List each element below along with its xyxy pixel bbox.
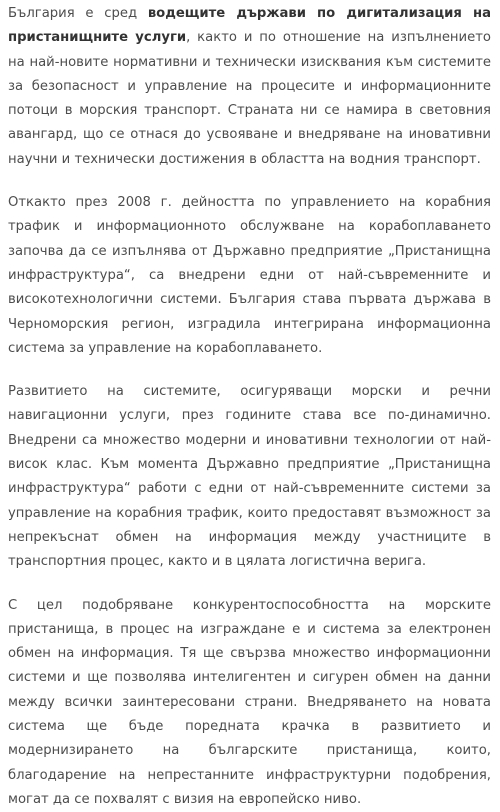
paragraph-1-lead: България е сред — [8, 6, 148, 21]
paragraph-4: С цел подобряване конкурентоспособността на морските пристанища, в процес на изграждане е и система за електронен обмен на информация. Тя ще свързва множество информационни системи и ще позволява интелигентен и сигурен обмен на данни между всички заинтересовани страни. Внедряването на новата система ще бъде поредната крачка в развитието и модернизирането на българските пристанища, които, благодарение на непрестанните инфраструктурни подобрения, могат да се похвалят с визия на европейско ниво. — [8, 597, 491, 807]
paragraph-1-highlight: водещите държави по дигитализация на пристанищните услуги — [8, 6, 491, 46]
article-body — [8, 2, 491, 812]
paragraph-1-rest: , както и по отношение на изпълнението на най-новите нормативни и технически изисквания към системите за безопасност и управление на процесите и информационните потоци в морския транспорт. Страната ни се намира в световния авангард, що се отнася до усвояване и внедряване на иновативни научни и технически достижения в областта на водния транспорт. — [8, 30, 491, 167]
paragraph-1 — [8, 2, 491, 172]
paragraph-2: Откакто през 2008 г. дейността по управлението на корабния трафик и информационното обслужване на корабоплаването започва да се изпълнява от Държавно предприятие „Пристанищна инфраструктура“, са внедрени едни от най-съвременните и високотехнологични системи. България става първата държава в Черноморския регион, изградила интегрирана информационна система за управление на корабоплаването. — [8, 195, 491, 356]
paragraph-3: Развитието на системите, осигуряващи морски и речни навигационни услуги, през годините става все по-динамично. Внедрени са множество модерни и иновативни технологии от най-висок клас. Към момента Държавно предприятие „Пристанищна инфраструктура“ работи с едни от най-съвременните системи за управление на корабния трафик, които предоставят възможност за непрекъснат обмен на информация между участниците в транспортния процес, както и в цялата логистична верига. — [8, 384, 491, 570]
